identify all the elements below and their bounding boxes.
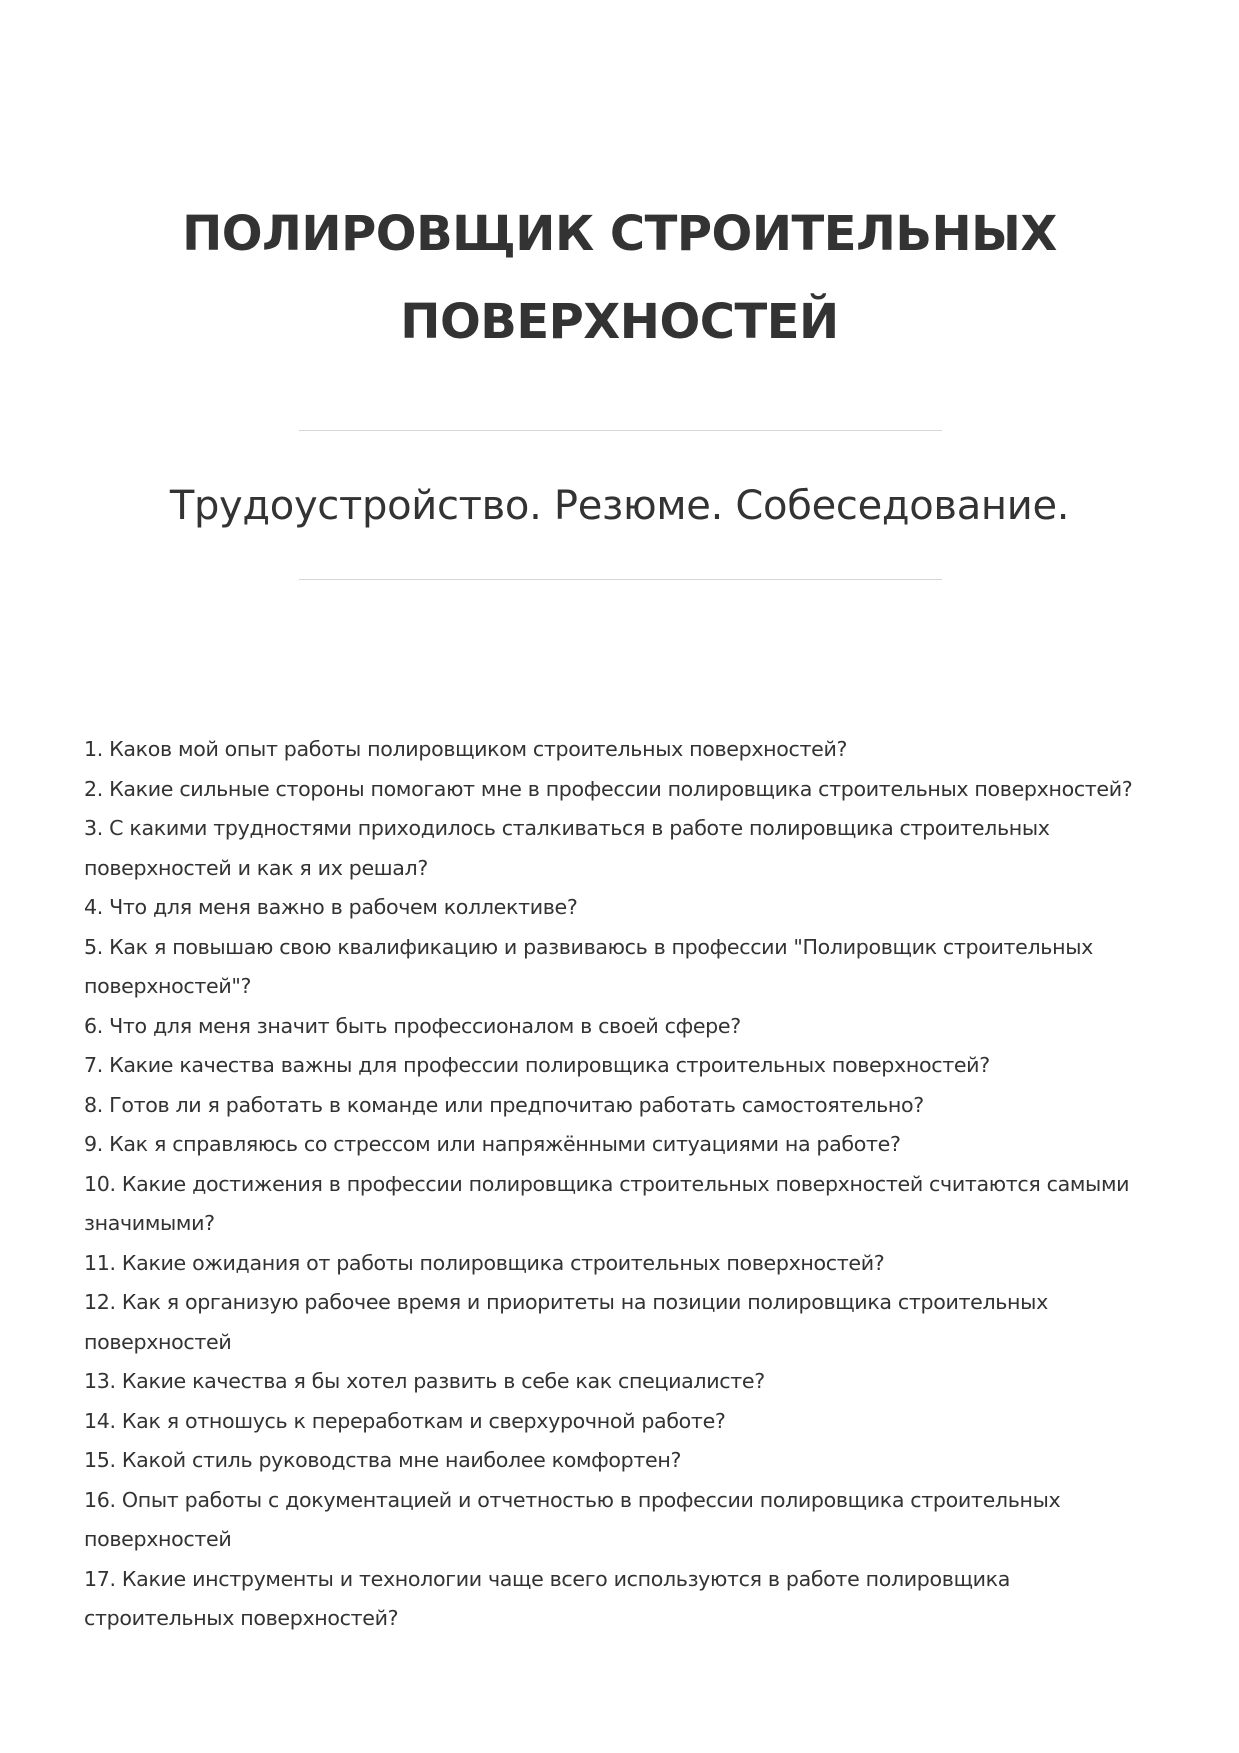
question-item: 5. Как я повышаю свою квалификацию и развиваюсь в профессии "Полировщик строительных поверхностей"? — [84, 934, 1093, 998]
question-item: 16. Опыт работы с документацией и отчетностью в профессии полировщика строительных поверхностей — [84, 1487, 1061, 1551]
question-item: 6. Что для меня значит быть профессионалом в своей сфере? — [84, 1013, 741, 1038]
document-subtitle: Трудоустройство. Резюме. Собеседование. — [169, 483, 1070, 529]
question-item: 10. Какие достижения в профессии полировщика строительных поверхностей считаются самыми значимыми? — [84, 1171, 1130, 1235]
question-item: 9. Как я справляюсь со стрессом или напряжёнными ситуациями на работе? — [84, 1132, 901, 1156]
title-divider-bottom — [299, 579, 942, 580]
question-item: 14. Как я отношусь к переработкам и сверхурочной работе? — [84, 1408, 726, 1433]
question-item: 12. Как я организую рабочее время и приоритеты на позиции полировщика строительных поверхностей — [84, 1290, 1048, 1354]
question-list — [84, 730, 1164, 1639]
question-item: 13. Какие качества я бы хотел развить в себе как специалисте? — [84, 1369, 765, 1393]
question-item: 4. Что для меня важно в рабочем коллективе? — [84, 895, 578, 919]
question-item: 15. Какой стиль руководства мне наиболее комфортен? — [84, 1448, 682, 1472]
question-item: 7. Какие качества важны для профессии полировщика строительных поверхностей? — [84, 1053, 990, 1077]
question-item: 1. Каков мой опыт работы полировщиком строительных поверхностей? — [84, 737, 848, 761]
document-title: ПОЛИРОВЩИК СТРОИТЕЛЬНЫХ ПОВЕРХНОСТЕЙ — [182, 206, 1057, 350]
question-item: 8. Готов ли я работать в команде или предпочитаю работать самостоятельно? — [84, 1092, 924, 1117]
title-divider-top — [299, 430, 942, 431]
question-item: 11. Какие ожидания от работы полировщика строительных поверхностей? — [84, 1250, 885, 1275]
question-item: 17. Какие инструменты и технологии чаще всего используются в работе полировщика строительных поверхностей? — [84, 1566, 1011, 1630]
question-item: 2. Какие сильные стороны помогают мне в профессии полировщика строительных поверхностей? — [84, 776, 1133, 801]
question-item: 3. С какими трудностями приходилось сталкиваться в работе полировщика строительных поверхностей и как я их решал? — [84, 816, 1050, 880]
